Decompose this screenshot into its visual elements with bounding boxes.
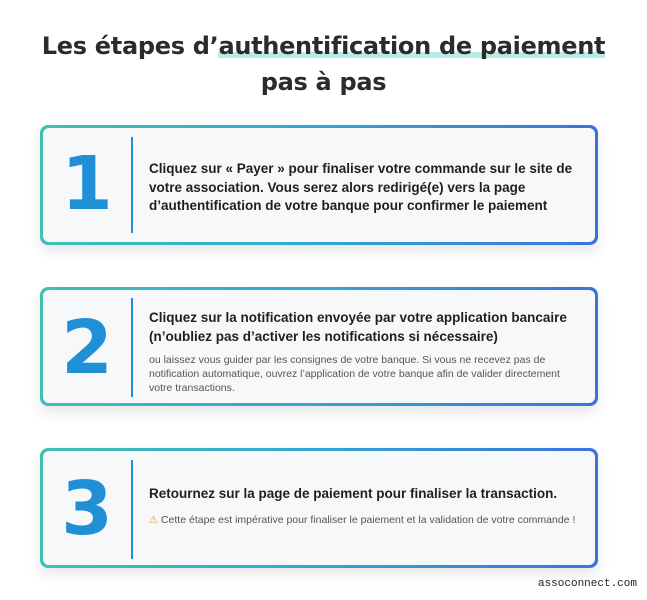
step-warning-text: Cette étape est impérative pour finaliser le paiement et la validation de votre commande ! [160,513,576,526]
step-card-inner [43,128,595,242]
page-title [0,28,647,100]
step-number: 1 [61,141,113,227]
warning-icon: ⚠ [149,514,158,526]
step-text [149,309,577,395]
step-main-text: Cliquez sur « Payer » pour finaliser votre commande sur le site de votre association. Vous serez alors redirigé(e) vers la page d’authentification de votre banque pour confirmer le paiement [149,161,573,213]
step-text [149,485,577,528]
step-number: 2 [61,305,113,391]
title-prefix: Les étapes d’ [41,32,219,60]
step-card-inner [43,451,595,565]
title-highlight: authentification de paiement [218,32,606,60]
step-main-text: Retournez sur la page de paiement pour finaliser la transaction. [149,486,558,501]
step-separator [131,460,133,559]
step-sub-text: ou laissez vous guider par les consignes de votre banque. Si vous ne recevez pas de notification automatique, ouvrez l’application de votre banque afin de valider directement votre transactions. [149,354,560,394]
step-separator [131,298,133,397]
step-card-3 [40,448,598,568]
step-card-1 [40,125,598,245]
step-text [149,160,577,216]
step-main-text: Cliquez sur la notification envoyée par votre application bancaire (n’oubliez pas d’activer les notifications si nécessaire) [149,310,567,344]
step-separator [131,137,133,233]
title-line-1 [0,28,647,64]
step-number: 3 [61,466,113,552]
footer-brand: assoconnect.com [537,578,637,590]
title-line-2: pas à pas [260,68,387,96]
step-card-inner [43,290,595,403]
step-sub-text [149,513,577,528]
step-card-2 [40,287,598,406]
